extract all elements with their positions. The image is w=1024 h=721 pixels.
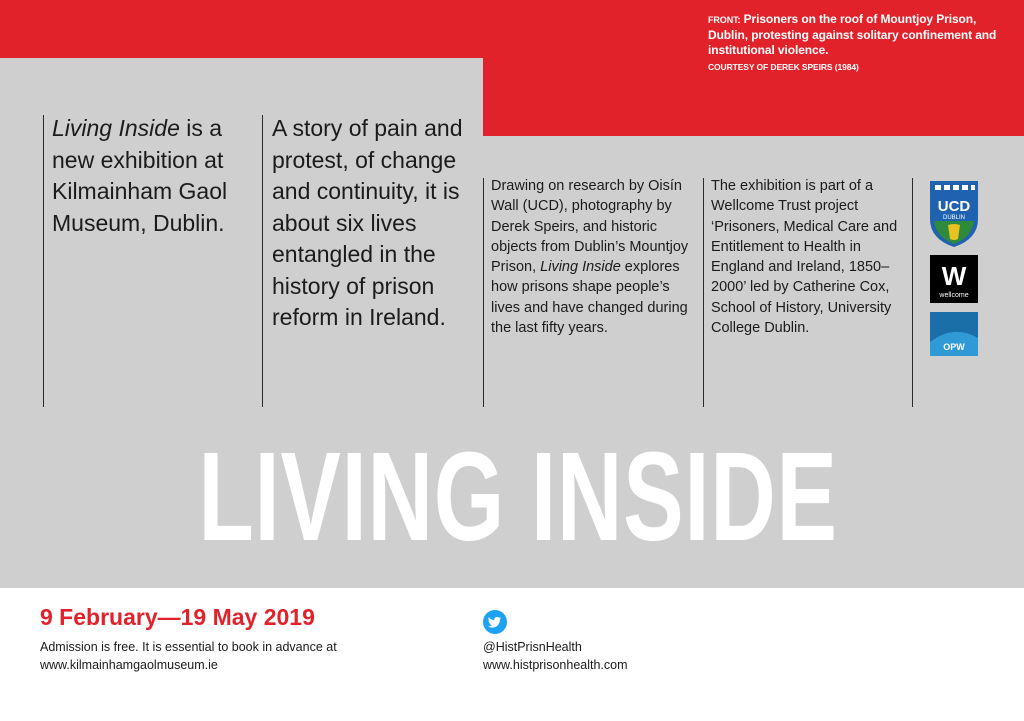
column-divider [43, 115, 44, 407]
caption-credit: COURTESY OF DEREK SPEIRS (1984) [708, 62, 859, 72]
intro-rest: is a new exhibition at Kilmainham Gaol Museum, Dublin. [52, 115, 228, 236]
research-before: Drawing on research by Oisín Wall (UCD), photography by Derek Speirs, and historic objects from Dublin’s Mountjoy Prison, [491, 178, 689, 276]
social-info [483, 638, 628, 674]
ucd-logo-subtext: DUBLIN [942, 215, 966, 221]
research-italic: Living Inside [540, 259, 621, 276]
admission-info [40, 638, 337, 674]
headline [38, 412, 998, 582]
museum-website-link[interactable]: www.kilmainhamgaolmuseum.ie [40, 658, 218, 672]
column-divider [262, 115, 263, 407]
exhibition-title-italic: Living Inside [52, 115, 180, 141]
twitter-icon [483, 610, 507, 634]
wellcome-logo-text: wellcome [939, 292, 969, 299]
intro-text [52, 113, 257, 239]
headline-text: LIVING INSIDE [198, 426, 838, 567]
exhibition-dates: 9 February—19 May 2019 [40, 604, 315, 630]
research-text [491, 176, 699, 338]
ucd-logo-text: UCD [937, 198, 971, 215]
opw-logo [930, 312, 978, 356]
ucd-logo [930, 181, 978, 247]
column-divider [483, 178, 484, 407]
caption-label: FRONT: [708, 15, 741, 25]
column-divider [912, 178, 913, 407]
caption-text: Prisoners on the roof of Mountjoy Prison, Dublin, protesting against solitary confinement and institutional violence. [708, 12, 997, 57]
project-website-link[interactable]: www.histprisonhealth.com [483, 658, 628, 672]
opw-logo-text: OPW [943, 342, 965, 352]
column-divider [703, 178, 704, 407]
admission-line: Admission is free. It is essential to book in advance at [40, 640, 337, 654]
story-text: A story of pain and protest, of change and continuity, it is about six lives entangled in the history of prison reform in Ireland. [272, 115, 463, 330]
project-text: The exhibition is part of a Wellcome Trust project ‘Prisoners, Medical Care and Entitlement to Health in England and Ireland, 1850–2000’ led by Catherine Cox, School of History, University College Dublin. [711, 178, 898, 337]
front-caption [708, 12, 1008, 75]
research-after: explores how prisons shape people’s lives and have changed during the last fifty years. [491, 259, 688, 337]
twitter-handle-link[interactable]: @HistPrisnHealth [483, 640, 582, 654]
wellcome-logo [930, 255, 978, 303]
wellcome-logo-letter: W [941, 261, 967, 291]
